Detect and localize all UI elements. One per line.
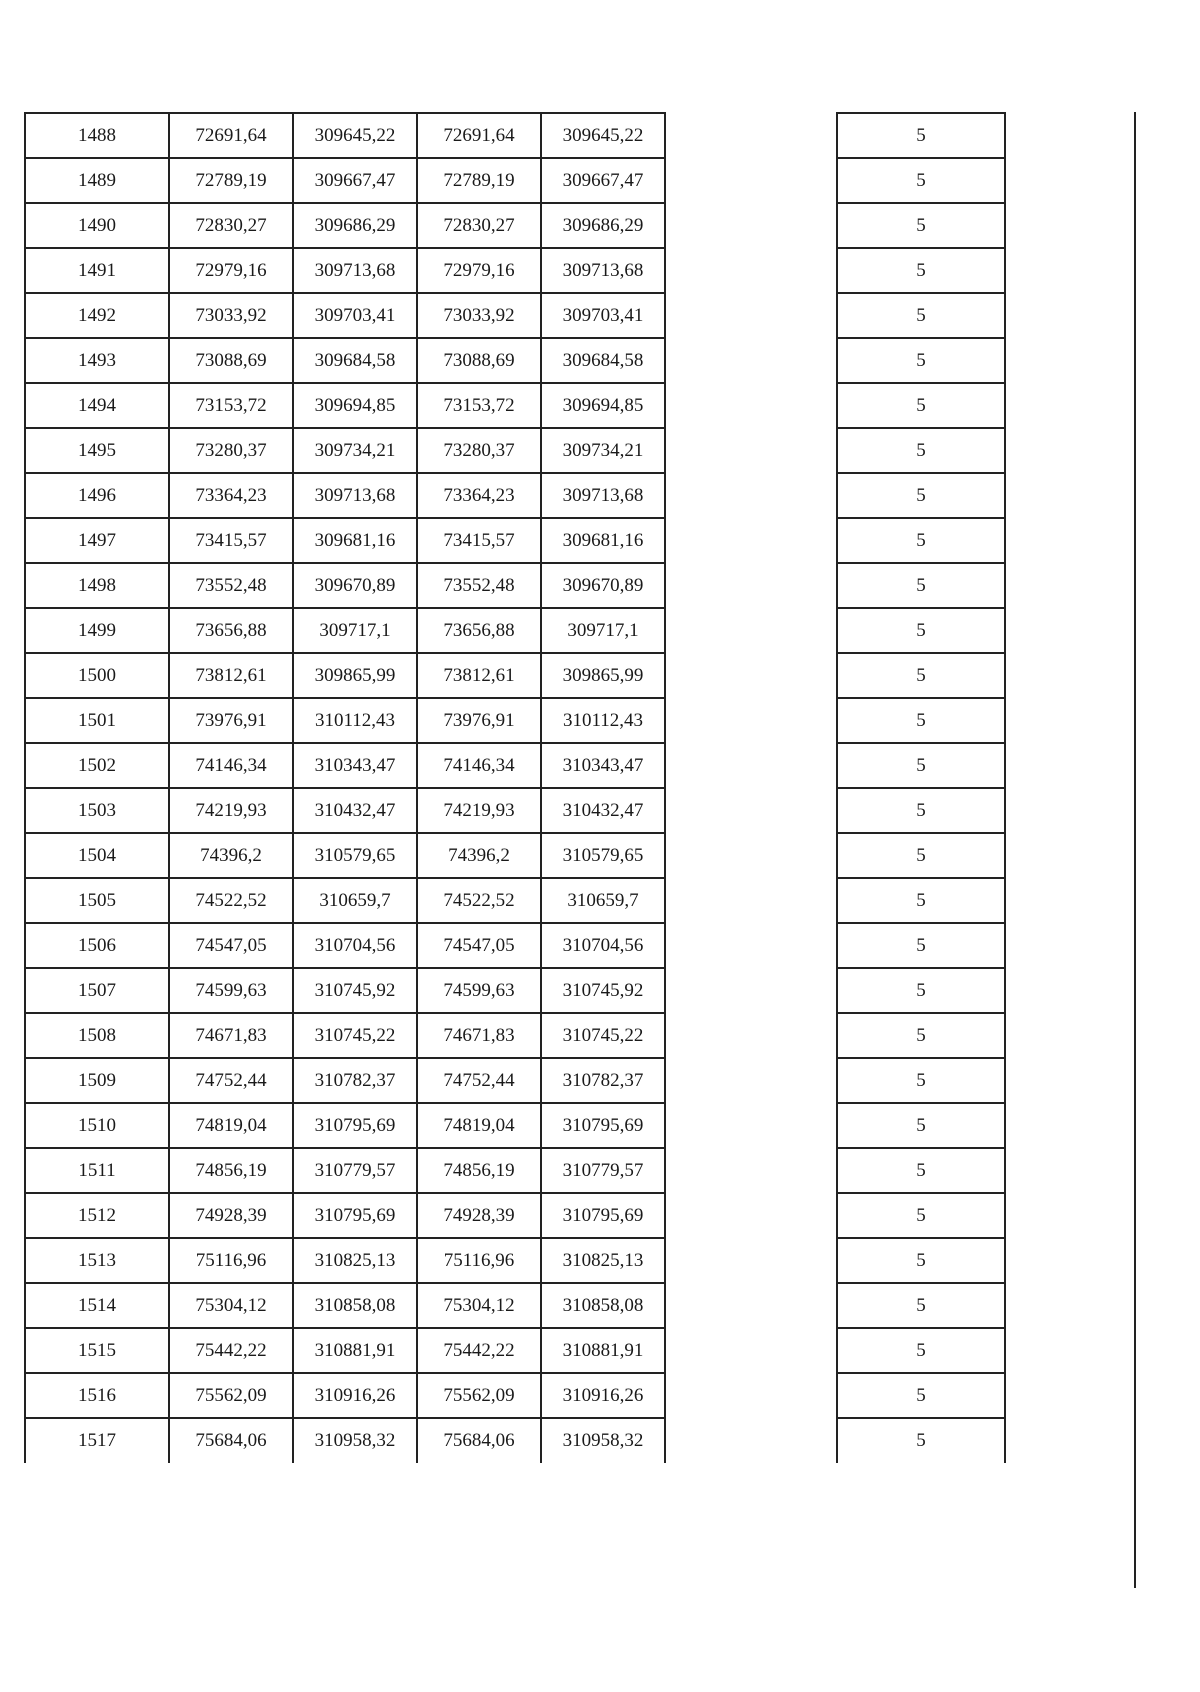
table-row bbox=[25, 293, 665, 338]
x-coordinate-new-cell: 73976,91 bbox=[417, 698, 541, 743]
value-table bbox=[836, 112, 1006, 1463]
value-cell: 5 bbox=[837, 473, 1005, 518]
x-coordinate-cell: 75684,06 bbox=[169, 1418, 293, 1463]
table-row bbox=[25, 878, 665, 923]
table-row bbox=[25, 1283, 665, 1328]
table-row bbox=[837, 383, 1005, 428]
x-coordinate-cell: 75562,09 bbox=[169, 1373, 293, 1418]
x-coordinate-new-cell: 75684,06 bbox=[417, 1418, 541, 1463]
x-coordinate-cell: 72789,19 bbox=[169, 158, 293, 203]
table-row bbox=[25, 158, 665, 203]
y-coordinate-new-cell: 310779,57 bbox=[541, 1148, 665, 1193]
point-number-cell: 1509 bbox=[25, 1058, 169, 1103]
point-number-cell: 1513 bbox=[25, 1238, 169, 1283]
y-coordinate-cell: 309686,29 bbox=[293, 203, 417, 248]
table-row bbox=[837, 1283, 1005, 1328]
value-cell: 5 bbox=[837, 518, 1005, 563]
x-coordinate-cell: 74752,44 bbox=[169, 1058, 293, 1103]
y-coordinate-new-cell: 309667,47 bbox=[541, 158, 665, 203]
y-coordinate-new-cell: 309645,22 bbox=[541, 113, 665, 158]
table-row bbox=[837, 968, 1005, 1013]
y-coordinate-cell: 309670,89 bbox=[293, 563, 417, 608]
x-coordinate-new-cell: 74752,44 bbox=[417, 1058, 541, 1103]
y-coordinate-cell: 309681,16 bbox=[293, 518, 417, 563]
y-coordinate-new-cell: 309703,41 bbox=[541, 293, 665, 338]
value-table-body bbox=[837, 113, 1005, 1463]
table-row bbox=[837, 878, 1005, 923]
table-row bbox=[837, 608, 1005, 653]
value-cell: 5 bbox=[837, 1013, 1005, 1058]
value-cell: 5 bbox=[837, 428, 1005, 473]
y-coordinate-cell: 309684,58 bbox=[293, 338, 417, 383]
table-row bbox=[25, 1373, 665, 1418]
table-row bbox=[837, 293, 1005, 338]
y-coordinate-new-cell: 310432,47 bbox=[541, 788, 665, 833]
y-coordinate-cell: 309694,85 bbox=[293, 383, 417, 428]
y-coordinate-cell: 310659,7 bbox=[293, 878, 417, 923]
value-cell: 5 bbox=[837, 968, 1005, 1013]
table-row bbox=[837, 653, 1005, 698]
table-row bbox=[25, 1103, 665, 1148]
x-coordinate-cell: 72830,27 bbox=[169, 203, 293, 248]
point-number-cell: 1491 bbox=[25, 248, 169, 293]
point-number-cell: 1499 bbox=[25, 608, 169, 653]
x-coordinate-new-cell: 72979,16 bbox=[417, 248, 541, 293]
table-row bbox=[837, 698, 1005, 743]
table-row bbox=[837, 788, 1005, 833]
table-row bbox=[837, 923, 1005, 968]
x-coordinate-cell: 74671,83 bbox=[169, 1013, 293, 1058]
x-coordinate-new-cell: 73364,23 bbox=[417, 473, 541, 518]
y-coordinate-new-cell: 309670,89 bbox=[541, 563, 665, 608]
y-coordinate-cell: 310916,26 bbox=[293, 1373, 417, 1418]
y-coordinate-new-cell: 309713,68 bbox=[541, 473, 665, 518]
y-coordinate-cell: 310858,08 bbox=[293, 1283, 417, 1328]
x-coordinate-new-cell: 74928,39 bbox=[417, 1193, 541, 1238]
table-row bbox=[25, 1148, 665, 1193]
y-coordinate-cell: 310432,47 bbox=[293, 788, 417, 833]
x-coordinate-cell: 73033,92 bbox=[169, 293, 293, 338]
y-coordinate-new-cell: 309734,21 bbox=[541, 428, 665, 473]
value-cell: 5 bbox=[837, 1283, 1005, 1328]
x-coordinate-new-cell: 73088,69 bbox=[417, 338, 541, 383]
value-cell: 5 bbox=[837, 1373, 1005, 1418]
x-coordinate-new-cell: 73033,92 bbox=[417, 293, 541, 338]
point-number-cell: 1497 bbox=[25, 518, 169, 563]
table-row bbox=[25, 608, 665, 653]
x-coordinate-cell: 73656,88 bbox=[169, 608, 293, 653]
x-coordinate-cell: 74928,39 bbox=[169, 1193, 293, 1238]
y-coordinate-new-cell: 310579,65 bbox=[541, 833, 665, 878]
y-coordinate-cell: 309713,68 bbox=[293, 248, 417, 293]
value-cell: 5 bbox=[837, 293, 1005, 338]
y-coordinate-new-cell: 309865,99 bbox=[541, 653, 665, 698]
x-coordinate-cell: 73280,37 bbox=[169, 428, 293, 473]
x-coordinate-new-cell: 74146,34 bbox=[417, 743, 541, 788]
y-coordinate-cell: 310704,56 bbox=[293, 923, 417, 968]
y-coordinate-cell: 310343,47 bbox=[293, 743, 417, 788]
x-coordinate-new-cell: 73280,37 bbox=[417, 428, 541, 473]
y-coordinate-cell: 310745,92 bbox=[293, 968, 417, 1013]
point-number-cell: 1503 bbox=[25, 788, 169, 833]
y-coordinate-new-cell: 310795,69 bbox=[541, 1103, 665, 1148]
x-coordinate-cell: 74522,52 bbox=[169, 878, 293, 923]
x-coordinate-cell: 74599,63 bbox=[169, 968, 293, 1013]
table-row bbox=[837, 1148, 1005, 1193]
value-cell: 5 bbox=[837, 698, 1005, 743]
x-coordinate-cell: 73415,57 bbox=[169, 518, 293, 563]
table-row bbox=[25, 1058, 665, 1103]
value-cell: 5 bbox=[837, 1193, 1005, 1238]
y-coordinate-new-cell: 310112,43 bbox=[541, 698, 665, 743]
y-coordinate-cell: 309713,68 bbox=[293, 473, 417, 518]
table-row bbox=[837, 158, 1005, 203]
point-number-cell: 1498 bbox=[25, 563, 169, 608]
point-number-cell: 1501 bbox=[25, 698, 169, 743]
x-coordinate-new-cell: 73656,88 bbox=[417, 608, 541, 653]
value-cell: 5 bbox=[837, 653, 1005, 698]
right-border-line bbox=[1134, 112, 1136, 1588]
y-coordinate-new-cell: 309684,58 bbox=[541, 338, 665, 383]
table-row bbox=[25, 698, 665, 743]
table-row bbox=[837, 743, 1005, 788]
x-coordinate-cell: 74146,34 bbox=[169, 743, 293, 788]
y-coordinate-new-cell: 310958,32 bbox=[541, 1418, 665, 1463]
table-row bbox=[25, 383, 665, 428]
table-row bbox=[25, 563, 665, 608]
table-row bbox=[837, 428, 1005, 473]
y-coordinate-new-cell: 310704,56 bbox=[541, 923, 665, 968]
x-coordinate-new-cell: 75442,22 bbox=[417, 1328, 541, 1373]
value-cell: 5 bbox=[837, 1103, 1005, 1148]
table-row bbox=[837, 1418, 1005, 1463]
table-row bbox=[25, 428, 665, 473]
table-row bbox=[837, 563, 1005, 608]
value-cell: 5 bbox=[837, 563, 1005, 608]
y-coordinate-new-cell: 310795,69 bbox=[541, 1193, 665, 1238]
table-row bbox=[837, 248, 1005, 293]
y-coordinate-cell: 310958,32 bbox=[293, 1418, 417, 1463]
value-cell: 5 bbox=[837, 923, 1005, 968]
value-cell: 5 bbox=[837, 833, 1005, 878]
point-number-cell: 1504 bbox=[25, 833, 169, 878]
value-cell: 5 bbox=[837, 248, 1005, 293]
x-coordinate-new-cell: 72830,27 bbox=[417, 203, 541, 248]
x-coordinate-new-cell: 73812,61 bbox=[417, 653, 541, 698]
table-row bbox=[25, 1238, 665, 1283]
table-row bbox=[837, 1238, 1005, 1283]
x-coordinate-cell: 74819,04 bbox=[169, 1103, 293, 1148]
y-coordinate-new-cell: 310659,7 bbox=[541, 878, 665, 923]
point-number-cell: 1492 bbox=[25, 293, 169, 338]
x-coordinate-cell: 73552,48 bbox=[169, 563, 293, 608]
x-coordinate-cell: 74396,2 bbox=[169, 833, 293, 878]
value-cell: 5 bbox=[837, 1148, 1005, 1193]
y-coordinate-cell: 309645,22 bbox=[293, 113, 417, 158]
x-coordinate-new-cell: 72691,64 bbox=[417, 113, 541, 158]
y-coordinate-new-cell: 310745,22 bbox=[541, 1013, 665, 1058]
x-coordinate-new-cell: 74547,05 bbox=[417, 923, 541, 968]
table-row bbox=[837, 1013, 1005, 1058]
x-coordinate-new-cell: 75562,09 bbox=[417, 1373, 541, 1418]
point-number-cell: 1495 bbox=[25, 428, 169, 473]
value-cell: 5 bbox=[837, 338, 1005, 383]
value-cell: 5 bbox=[837, 1238, 1005, 1283]
x-coordinate-cell: 73153,72 bbox=[169, 383, 293, 428]
point-number-cell: 1510 bbox=[25, 1103, 169, 1148]
table-row bbox=[25, 1418, 665, 1463]
table-row bbox=[25, 923, 665, 968]
y-coordinate-cell: 310795,69 bbox=[293, 1193, 417, 1238]
y-coordinate-new-cell: 310782,37 bbox=[541, 1058, 665, 1103]
coordinates-table bbox=[24, 112, 666, 1463]
y-coordinate-new-cell: 309681,16 bbox=[541, 518, 665, 563]
x-coordinate-new-cell: 74819,04 bbox=[417, 1103, 541, 1148]
point-number-cell: 1488 bbox=[25, 113, 169, 158]
value-cell: 5 bbox=[837, 203, 1005, 248]
table-row bbox=[25, 338, 665, 383]
point-number-cell: 1507 bbox=[25, 968, 169, 1013]
value-cell: 5 bbox=[837, 113, 1005, 158]
table-row bbox=[837, 473, 1005, 518]
x-coordinate-new-cell: 74599,63 bbox=[417, 968, 541, 1013]
x-coordinate-cell: 73812,61 bbox=[169, 653, 293, 698]
y-coordinate-cell: 309717,1 bbox=[293, 608, 417, 653]
y-coordinate-new-cell: 309713,68 bbox=[541, 248, 665, 293]
point-number-cell: 1505 bbox=[25, 878, 169, 923]
x-coordinate-new-cell: 73552,48 bbox=[417, 563, 541, 608]
table-row bbox=[837, 833, 1005, 878]
x-coordinate-new-cell: 74396,2 bbox=[417, 833, 541, 878]
x-coordinate-cell: 72691,64 bbox=[169, 113, 293, 158]
x-coordinate-cell: 75442,22 bbox=[169, 1328, 293, 1373]
point-number-cell: 1502 bbox=[25, 743, 169, 788]
x-coordinate-cell: 74547,05 bbox=[169, 923, 293, 968]
coordinates-table-body bbox=[25, 113, 665, 1463]
point-number-cell: 1508 bbox=[25, 1013, 169, 1058]
y-coordinate-cell: 309703,41 bbox=[293, 293, 417, 338]
table-row bbox=[837, 113, 1005, 158]
x-coordinate-new-cell: 74856,19 bbox=[417, 1148, 541, 1193]
x-coordinate-cell: 74219,93 bbox=[169, 788, 293, 833]
y-coordinate-new-cell: 309717,1 bbox=[541, 608, 665, 653]
point-number-cell: 1517 bbox=[25, 1418, 169, 1463]
table-row bbox=[837, 338, 1005, 383]
y-coordinate-cell: 310881,91 bbox=[293, 1328, 417, 1373]
value-cell: 5 bbox=[837, 788, 1005, 833]
point-number-cell: 1494 bbox=[25, 383, 169, 428]
y-coordinate-new-cell: 310343,47 bbox=[541, 743, 665, 788]
value-cell: 5 bbox=[837, 743, 1005, 788]
value-cell: 5 bbox=[837, 1058, 1005, 1103]
value-cell: 5 bbox=[837, 878, 1005, 923]
y-coordinate-new-cell: 309694,85 bbox=[541, 383, 665, 428]
x-coordinate-cell: 73088,69 bbox=[169, 338, 293, 383]
y-coordinate-new-cell: 310881,91 bbox=[541, 1328, 665, 1373]
table-row bbox=[25, 113, 665, 158]
y-coordinate-new-cell: 309686,29 bbox=[541, 203, 665, 248]
table-row bbox=[837, 1193, 1005, 1238]
y-coordinate-cell: 310745,22 bbox=[293, 1013, 417, 1058]
x-coordinate-new-cell: 75116,96 bbox=[417, 1238, 541, 1283]
x-coordinate-cell: 73364,23 bbox=[169, 473, 293, 518]
y-coordinate-cell: 310825,13 bbox=[293, 1238, 417, 1283]
table-row bbox=[837, 203, 1005, 248]
point-number-cell: 1493 bbox=[25, 338, 169, 383]
y-coordinate-cell: 309865,99 bbox=[293, 653, 417, 698]
table-row bbox=[25, 653, 665, 698]
y-coordinate-new-cell: 310745,92 bbox=[541, 968, 665, 1013]
table-row bbox=[25, 968, 665, 1013]
value-cell: 5 bbox=[837, 1328, 1005, 1373]
x-coordinate-new-cell: 73415,57 bbox=[417, 518, 541, 563]
point-number-cell: 1514 bbox=[25, 1283, 169, 1328]
y-coordinate-cell: 310779,57 bbox=[293, 1148, 417, 1193]
table-row bbox=[25, 1328, 665, 1373]
table-row bbox=[25, 473, 665, 518]
table-row bbox=[837, 518, 1005, 563]
table-row bbox=[25, 1013, 665, 1058]
value-cell: 5 bbox=[837, 1418, 1005, 1463]
table-row bbox=[837, 1058, 1005, 1103]
point-number-cell: 1512 bbox=[25, 1193, 169, 1238]
table-row bbox=[25, 743, 665, 788]
point-number-cell: 1500 bbox=[25, 653, 169, 698]
table-row bbox=[25, 203, 665, 248]
point-number-cell: 1496 bbox=[25, 473, 169, 518]
y-coordinate-new-cell: 310825,13 bbox=[541, 1238, 665, 1283]
y-coordinate-cell: 310782,37 bbox=[293, 1058, 417, 1103]
point-number-cell: 1506 bbox=[25, 923, 169, 968]
x-coordinate-new-cell: 74671,83 bbox=[417, 1013, 541, 1058]
x-coordinate-cell: 72979,16 bbox=[169, 248, 293, 293]
value-cell: 5 bbox=[837, 383, 1005, 428]
value-cell: 5 bbox=[837, 608, 1005, 653]
table-row bbox=[25, 1193, 665, 1238]
table-row bbox=[25, 248, 665, 293]
x-coordinate-new-cell: 75304,12 bbox=[417, 1283, 541, 1328]
table-row bbox=[25, 833, 665, 878]
x-coordinate-new-cell: 74522,52 bbox=[417, 878, 541, 923]
x-coordinate-new-cell: 73153,72 bbox=[417, 383, 541, 428]
table-row bbox=[25, 518, 665, 563]
x-coordinate-cell: 74856,19 bbox=[169, 1148, 293, 1193]
table-row bbox=[837, 1373, 1005, 1418]
x-coordinate-new-cell: 74219,93 bbox=[417, 788, 541, 833]
y-coordinate-cell: 310112,43 bbox=[293, 698, 417, 743]
x-coordinate-cell: 75116,96 bbox=[169, 1238, 293, 1283]
y-coordinate-cell: 310795,69 bbox=[293, 1103, 417, 1148]
value-cell: 5 bbox=[837, 158, 1005, 203]
x-coordinate-cell: 73976,91 bbox=[169, 698, 293, 743]
y-coordinate-cell: 310579,65 bbox=[293, 833, 417, 878]
table-row bbox=[837, 1103, 1005, 1148]
x-coordinate-cell: 75304,12 bbox=[169, 1283, 293, 1328]
point-number-cell: 1490 bbox=[25, 203, 169, 248]
y-coordinate-cell: 309667,47 bbox=[293, 158, 417, 203]
table-row bbox=[837, 1328, 1005, 1373]
y-coordinate-cell: 309734,21 bbox=[293, 428, 417, 473]
point-number-cell: 1516 bbox=[25, 1373, 169, 1418]
table-row bbox=[25, 788, 665, 833]
y-coordinate-new-cell: 310858,08 bbox=[541, 1283, 665, 1328]
point-number-cell: 1489 bbox=[25, 158, 169, 203]
point-number-cell: 1511 bbox=[25, 1148, 169, 1193]
point-number-cell: 1515 bbox=[25, 1328, 169, 1373]
x-coordinate-new-cell: 72789,19 bbox=[417, 158, 541, 203]
y-coordinate-new-cell: 310916,26 bbox=[541, 1373, 665, 1418]
